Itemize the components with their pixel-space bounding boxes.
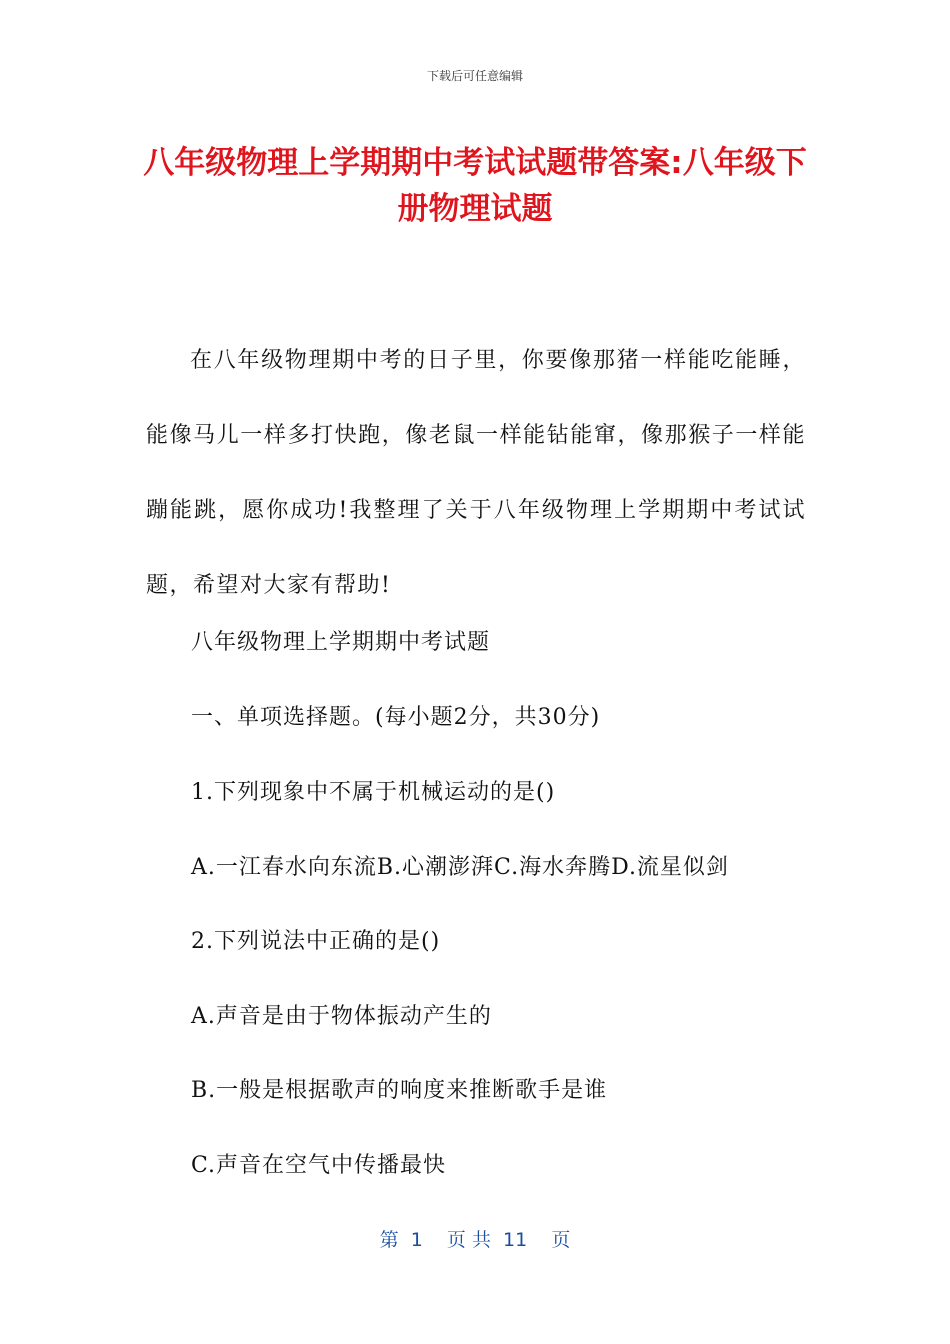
section-heading: 八年级物理上学期期中考试题 xyxy=(191,630,491,655)
question-1-options: A.一江春水向东流B.心潮澎湃C.海水奔腾D.流星似剑 xyxy=(191,855,729,880)
question-1: 1.下列现象中不属于机械运动的是() xyxy=(191,780,556,805)
question-type-heading: 一、单项选择题。(每小题2分，共30分) xyxy=(191,705,601,730)
page-footer: 第 1 页 共 11 页 xyxy=(379,1229,571,1251)
header-note: 下载后可任意编辑 xyxy=(426,69,523,83)
question-2: 2.下列说法中正确的是() xyxy=(191,929,441,954)
question-2-option-a: A.声音是由于物体振动产生的 xyxy=(191,1004,492,1029)
question-2-option-c: C.声音在空气中传播最快 xyxy=(191,1153,447,1178)
document-title: 八年级物理上学期期中考试试题带答案:八年级下册物理试题 xyxy=(143,145,807,227)
intro-paragraph: 在八年级物理期中考的日子里，你要像那猪一样能吃能睡，能像马儿一样多打快跑，像老鼠一样能钻能窜，像那猴子一样能蹦能跳，愿你成功!我整理了关于八年级物理上学期期中考试试题，希望对大家有帮助! xyxy=(146,348,806,598)
question-2-option-b: B.一般是根据歌声的响度来推断歌手是谁 xyxy=(191,1078,608,1103)
